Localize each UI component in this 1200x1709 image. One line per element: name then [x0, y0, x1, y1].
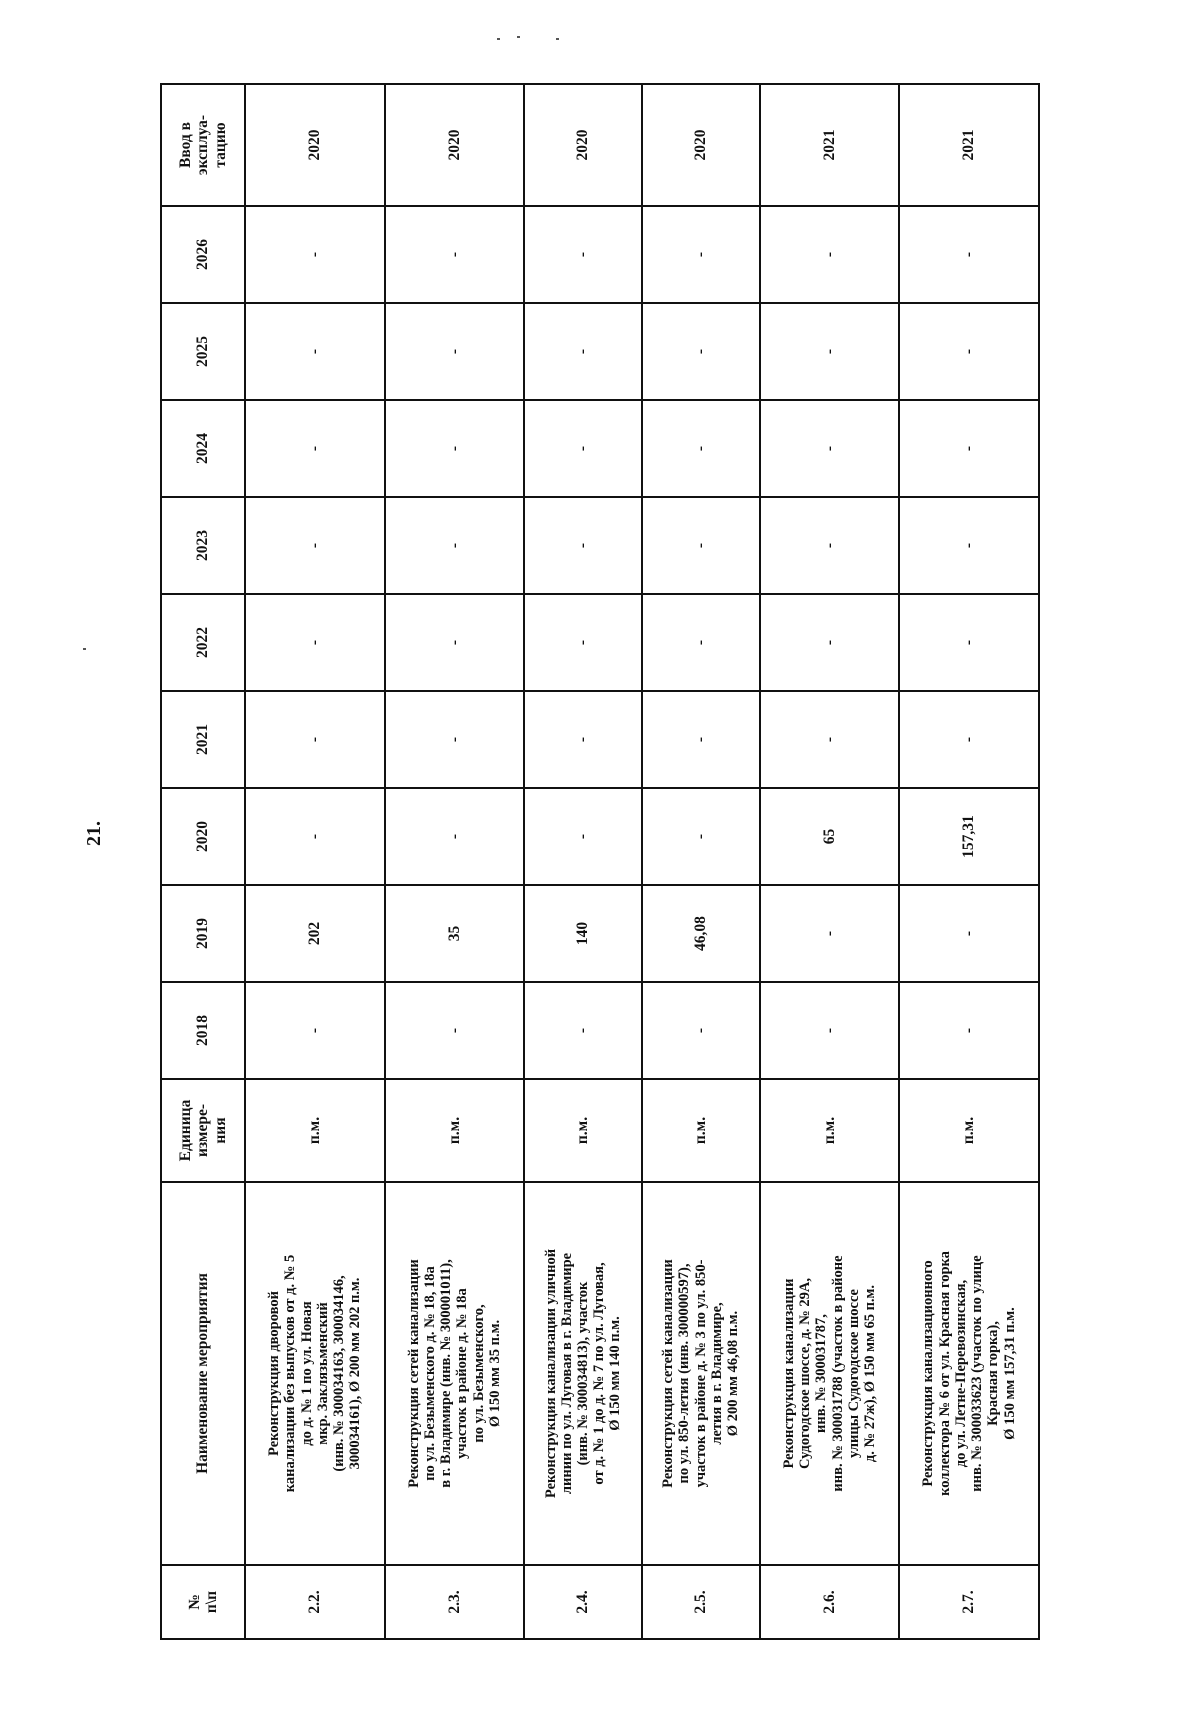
row-num: 2.2. — [245, 1565, 385, 1639]
table-row — [899, 84, 1039, 1639]
row-commission: 2020 — [245, 84, 385, 206]
header-year: 2024 — [161, 400, 245, 497]
row-value: - — [524, 400, 642, 497]
row-name: Реконструкция канализации Судогодское шоссе, д. № 29А, инв. № 300031787, инв. № 300031788 (участок в районе улицы Судогодское шоссе д. № 27ж), Ø 150 мм 65 п.м. — [760, 1182, 900, 1565]
row-unit: п.м. — [385, 1079, 525, 1182]
row-unit: п.м. — [524, 1079, 642, 1182]
row-value: - — [899, 594, 1039, 691]
row-num: 2.7. — [899, 1565, 1039, 1639]
row-value: - — [245, 303, 385, 400]
header-unit: Единица измере- ния — [161, 1079, 245, 1182]
scan-speck — [83, 648, 86, 650]
row-value: - — [385, 788, 525, 885]
row-num: 2.5. — [642, 1565, 760, 1639]
row-unit: п.м. — [642, 1079, 760, 1182]
header-year: 2018 — [161, 982, 245, 1079]
row-commission: 2021 — [760, 84, 900, 206]
row-value: - — [642, 303, 760, 400]
row-value: - — [642, 691, 760, 788]
row-value: - — [642, 982, 760, 1079]
table-row — [760, 84, 900, 1639]
row-value: 35 — [385, 885, 525, 982]
row-value: - — [760, 206, 900, 303]
row-value: - — [760, 982, 900, 1079]
row-value: - — [524, 691, 642, 788]
row-name: Реконструкция дворовой канализации без выпусков от д. № 5 до д. № 1 по ул. Новая мкр. Заклязьменский (инв. № 300034163, 300034146, 300034161), Ø 200 мм 202 п.м. — [245, 1182, 385, 1565]
table-header-row — [161, 84, 245, 1639]
scan-speck — [497, 38, 500, 40]
row-value: 202 — [245, 885, 385, 982]
page-number: 21. — [83, 821, 105, 846]
row-num: 2.3. — [385, 1565, 525, 1639]
row-value: - — [760, 303, 900, 400]
row-unit: п.м. — [760, 1079, 900, 1182]
row-name: Реконструкция сетей канализации по ул. 850-летия (инв. 300000597), участок в районе д. № 3 по ул. 850- летия в г. Владимире, Ø 200 мм 46,08 п.м. — [642, 1182, 760, 1565]
row-value: - — [524, 594, 642, 691]
row-name: Реконструкция канализации уличной линии по ул. Луговая в г. Владимире (инв. № 300034813), участок от д. № 1 до д. № 7 по ул. Луговая, Ø 150 мм 140 п.м. — [524, 1182, 642, 1565]
header-year: 2025 — [161, 303, 245, 400]
row-value: - — [245, 691, 385, 788]
row-value: - — [245, 982, 385, 1079]
header-year: 2023 — [161, 497, 245, 594]
row-num: 2.4. — [524, 1565, 642, 1639]
row-value: - — [642, 206, 760, 303]
scan-speck — [517, 36, 520, 38]
row-commission: 2020 — [642, 84, 760, 206]
row-value: - — [245, 788, 385, 885]
row-value: - — [899, 206, 1039, 303]
header-year: 2026 — [161, 206, 245, 303]
row-value: - — [524, 206, 642, 303]
row-value: - — [245, 497, 385, 594]
table-row — [385, 84, 525, 1639]
row-value: - — [385, 982, 525, 1079]
row-unit: п.м. — [245, 1079, 385, 1182]
table-row — [524, 84, 642, 1639]
row-value: - — [245, 594, 385, 691]
row-value: - — [642, 788, 760, 885]
row-value: - — [524, 497, 642, 594]
row-commission: 2020 — [524, 84, 642, 206]
row-value: - — [385, 497, 525, 594]
header-name: Наименование мероприятия — [161, 1182, 245, 1565]
row-value: - — [385, 400, 525, 497]
row-commission: 2021 — [899, 84, 1039, 206]
header-commission: Ввод в эксплуа- тацию — [161, 84, 245, 206]
row-value: - — [385, 594, 525, 691]
row-value: - — [385, 691, 525, 788]
row-value: 157,31 — [899, 788, 1039, 885]
row-value: 46,08 — [642, 885, 760, 982]
row-value: - — [760, 497, 900, 594]
row-value: - — [524, 788, 642, 885]
table-row — [642, 84, 760, 1639]
row-value: - — [385, 206, 525, 303]
row-name: Реконструкция канализационного коллектора № 6 от ул. Красная горка до ул. Летне-Перевозинская, инв. № 300033623 (участок по улице Красная горка), Ø 150 мм 157,31 п.м. — [899, 1182, 1039, 1565]
row-value: - — [642, 497, 760, 594]
row-value: - — [245, 400, 385, 497]
row-value: - — [899, 497, 1039, 594]
row-value: 140 — [524, 885, 642, 982]
row-value: - — [642, 400, 760, 497]
row-value: - — [524, 303, 642, 400]
row-value: - — [760, 885, 900, 982]
row-value: - — [760, 594, 900, 691]
row-name: Реконструкция сетей канализации по ул. Безыменского д. № 18, 18а в г. Владимире (инв. № 300001011), участок в районе д. № 18а по ул. Безыменского, Ø 150 мм 35 п.м. — [385, 1182, 525, 1565]
measures-table — [160, 83, 1040, 1640]
header-year: 2020 — [161, 788, 245, 885]
row-num: 2.6. — [760, 1565, 900, 1639]
row-value: - — [760, 691, 900, 788]
rotated-table-container — [160, 85, 1040, 1640]
row-unit: п.м. — [899, 1079, 1039, 1182]
row-value: - — [899, 885, 1039, 982]
header-year: 2021 — [161, 691, 245, 788]
row-value: - — [760, 400, 900, 497]
row-value: - — [899, 400, 1039, 497]
header-num: № п\п — [161, 1565, 245, 1639]
header-year: 2019 — [161, 885, 245, 982]
row-value: - — [899, 982, 1039, 1079]
row-value: 65 — [760, 788, 900, 885]
row-value: - — [899, 303, 1039, 400]
row-value: - — [385, 303, 525, 400]
header-year: 2022 — [161, 594, 245, 691]
row-value: - — [524, 982, 642, 1079]
row-value: - — [899, 691, 1039, 788]
table-row — [245, 84, 385, 1639]
row-commission: 2020 — [385, 84, 525, 206]
row-value: - — [245, 206, 385, 303]
scan-speck — [556, 38, 559, 40]
row-value: - — [642, 594, 760, 691]
